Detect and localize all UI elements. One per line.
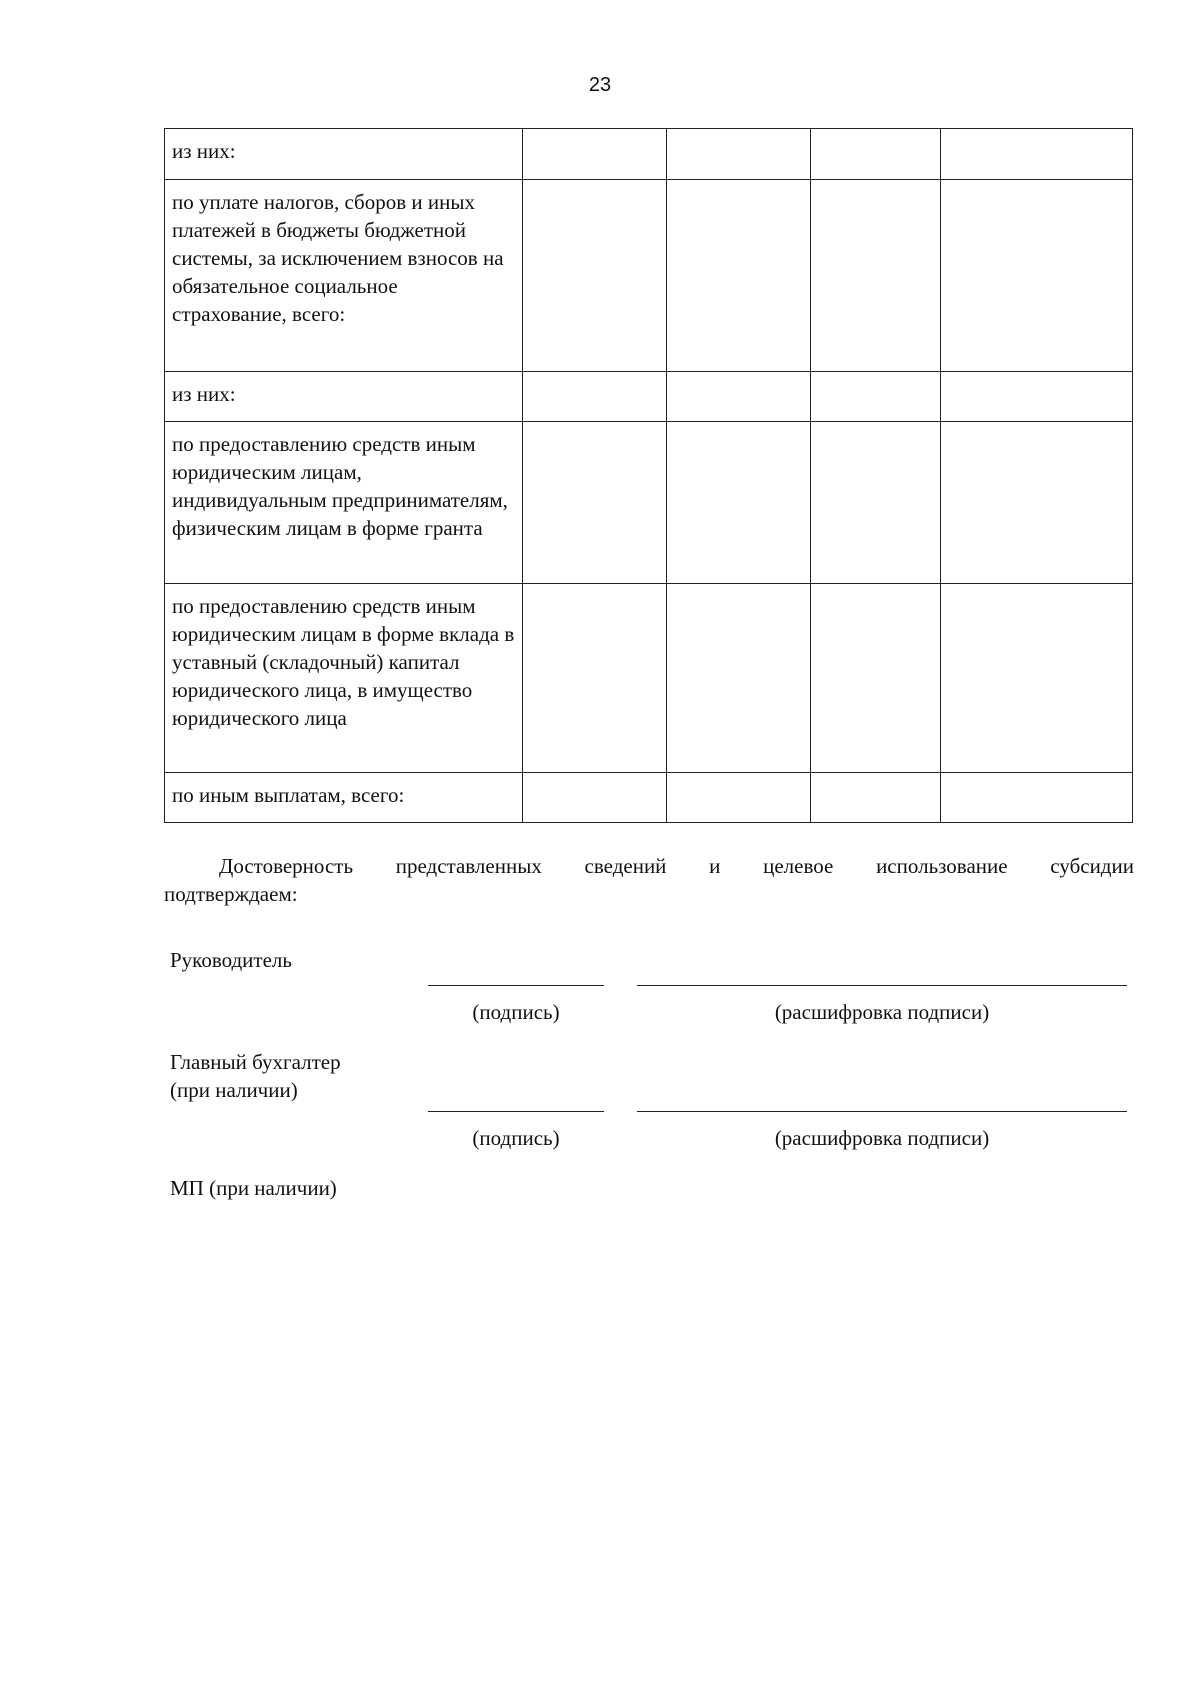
row-label: из них: [165, 129, 523, 180]
head-signature-line [428, 985, 604, 986]
table-cell [667, 422, 811, 584]
confirmation-word: целевое [763, 854, 834, 878]
table-cell [667, 773, 811, 823]
head-decryption-caption: (расшифровка подписи) [774, 1000, 990, 1024]
table-cell [811, 180, 941, 372]
table-cell [941, 773, 1133, 823]
table-cell [941, 372, 1133, 422]
accountant-decryption-line [637, 1111, 1127, 1112]
row-label: по предоставлению средств иным юридическим лицам, индивидуальным предпринимателям, физическим лицам в форме гранта [165, 422, 523, 584]
table-cell [811, 422, 941, 584]
table-row [165, 180, 1133, 372]
row-label: из них: [165, 372, 523, 422]
table-cell [811, 372, 941, 422]
table-cell [811, 584, 941, 773]
table-cell [523, 422, 667, 584]
table-cell [667, 584, 811, 773]
table-cell [523, 773, 667, 823]
head-signature-caption: (подпись) [472, 1000, 560, 1024]
row-label: по предоставлению средств иным юридическим лицам в форме вклада в уставный (складочный) капитал юридического лица, в имущество юридического лица [165, 584, 523, 773]
table-row [165, 422, 1133, 584]
row-label: по иным выплатам, всего: [165, 773, 523, 823]
table-cell [667, 129, 811, 180]
head-label: Руководитель [170, 948, 292, 972]
table-row [165, 372, 1133, 422]
table-row [165, 773, 1133, 823]
table-cell [667, 372, 811, 422]
table-cell [523, 372, 667, 422]
report-table [164, 128, 1133, 823]
table-cell [941, 129, 1133, 180]
confirmation-paragraph [164, 852, 1134, 908]
table-cell [941, 180, 1133, 372]
row-label: по уплате налогов, сборов и иных платежей в бюджеты бюджетной системы, за исключением взносов на обязательное социальное страхование, всего: [165, 180, 523, 372]
head-decryption-line [637, 985, 1127, 986]
confirmation-word: субсидии [1050, 854, 1134, 878]
confirmation-word: представленных [395, 854, 542, 878]
accountant-label: Главный бухгалтер [170, 1050, 341, 1074]
table-cell [523, 180, 667, 372]
accountant-label-note: (при наличии) [170, 1078, 298, 1102]
confirmation-word: Достоверность [219, 854, 354, 878]
confirmation-word: сведений [584, 854, 667, 878]
table-cell [811, 773, 941, 823]
table-cell [941, 584, 1133, 773]
page-number: 23 [588, 74, 612, 96]
table-row [165, 584, 1133, 773]
accountant-decryption-caption: (расшифровка подписи) [774, 1126, 990, 1150]
table-cell [667, 180, 811, 372]
confirmation-word: и [709, 854, 721, 878]
confirmation-line-2: подтверждаем: [164, 882, 298, 906]
stamp-label: МП (при наличии) [170, 1176, 337, 1200]
table-cell [811, 129, 941, 180]
table-row [165, 129, 1133, 180]
confirmation-word: использование [876, 854, 1008, 878]
table-cell [523, 129, 667, 180]
accountant-signature-line [428, 1111, 604, 1112]
confirmation-line-1 [164, 852, 1134, 880]
table-cell [523, 584, 667, 773]
table-cell [941, 422, 1133, 584]
accountant-signature-caption: (подпись) [472, 1126, 560, 1150]
